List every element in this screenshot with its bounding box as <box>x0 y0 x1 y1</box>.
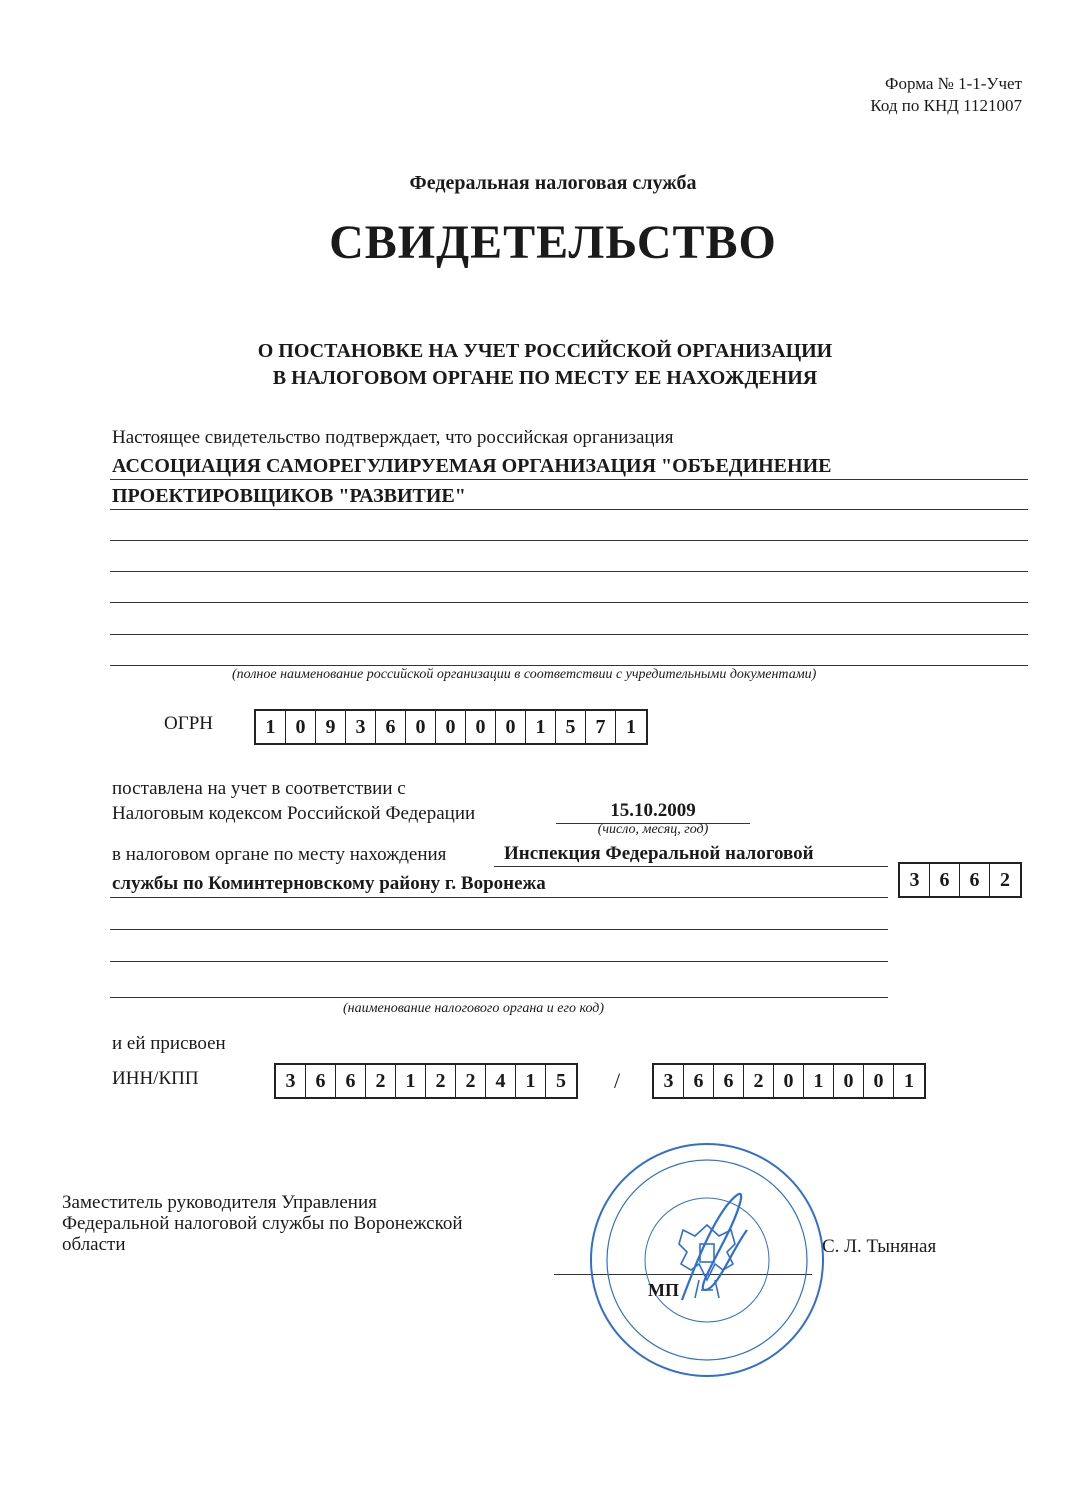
registration-line-2: Налоговым кодексом Российской Федерации <box>112 803 476 824</box>
digit-box: 1 <box>526 711 556 743</box>
inn-boxes <box>274 1063 578 1099</box>
inn-kpp-separator: / <box>614 1068 621 1093</box>
fill-line <box>494 866 888 867</box>
inn-kpp-label: ИНН/КПП <box>112 1068 199 1089</box>
digit-box: 3 <box>900 864 930 896</box>
digit-box: 5 <box>556 1069 566 1092</box>
fill-line <box>110 540 1028 541</box>
subtitle-line-1: О ПОСТАНОВКЕ НА УЧЕТ РОССИЙСКОЙ ОРГАНИЗАЦИИ <box>257 340 833 362</box>
fill-line <box>110 571 1028 572</box>
fill-line <box>110 665 1028 666</box>
digit-box: 0 <box>774 1065 804 1097</box>
registration-line-1: поставлена на учет в соответствии с <box>112 778 406 799</box>
fill-line <box>110 509 1028 510</box>
date-caption: (число, месяц, год) <box>597 822 709 837</box>
digit-box: 6 <box>306 1065 336 1097</box>
fill-line <box>110 961 888 962</box>
digit-box: 1 <box>804 1065 834 1097</box>
digit-box: 3 <box>276 1065 306 1097</box>
authority-caption: (наименование налогового органа и его код) <box>343 1001 605 1016</box>
digit-box: 1 <box>396 1065 426 1097</box>
digit-box: 6 <box>376 711 406 743</box>
service-name: Федеральная налоговая служба <box>409 172 697 194</box>
digit-box: 0 <box>406 711 436 743</box>
subtitle-line-2: В НАЛОГОВОМ ОРГАНЕ ПО МЕСТУ ЕЕ НАХОЖДЕНИЯ <box>272 367 818 389</box>
form-number: Форма № 1-1-Учет <box>885 74 1022 93</box>
stamp-core-ring <box>645 1198 769 1322</box>
digit-box: 4 <box>486 1065 516 1097</box>
official-stamp <box>587 1140 827 1380</box>
signatory-position <box>62 1192 463 1255</box>
fill-line <box>110 602 1028 603</box>
digit-box: 1 <box>904 1069 914 1092</box>
fill-line <box>110 929 888 930</box>
digit-box: 0 <box>834 1065 864 1097</box>
organization-intro: Настоящее свидетельство подтверждает, что российская организация <box>112 427 674 448</box>
digit-box: 2 <box>426 1065 456 1097</box>
document-subtitle <box>0 338 1076 392</box>
digit-box: 6 <box>336 1065 366 1097</box>
digit-box: 3 <box>346 711 376 743</box>
seal-label: МП <box>648 1280 679 1300</box>
authority-prefix: в налоговом органе по месту нахождения <box>112 844 447 865</box>
organization-name-line-2: ПРОЕКТИРОВЩИКОВ "РАЗВИТИЕ" <box>112 485 466 507</box>
digit-box: 6 <box>960 864 990 896</box>
digit-box: 0 <box>496 711 526 743</box>
authority-code-boxes <box>898 862 1022 898</box>
signatory-name: С. Л. Тыняная <box>822 1236 937 1257</box>
digit-box: 2 <box>366 1065 396 1097</box>
kpp-boxes <box>652 1063 926 1099</box>
fill-line <box>110 479 1028 480</box>
digit-box: 2 <box>1000 868 1010 891</box>
digit-box: 0 <box>286 711 316 743</box>
digit-box: 1 <box>256 711 286 743</box>
ogrn-label: ОГРН <box>164 713 213 734</box>
organization-caption: (полное наименование российской организации в соответствии с учредительными документами) <box>232 667 817 682</box>
authority-name-line-2: службы по Коминтерновскому району г. Воронежа <box>112 873 546 894</box>
digit-box: 3 <box>654 1065 684 1097</box>
digit-box: 0 <box>436 711 466 743</box>
position-line-3: области <box>62 1234 126 1255</box>
ogrn-boxes <box>254 709 648 745</box>
knd-code: Код по КНД 1121007 <box>870 96 1022 115</box>
registration-date: 15.10.2009 <box>610 800 696 821</box>
fill-line <box>110 634 1028 635</box>
organization-name-line-1: АССОЦИАЦИЯ САМОРЕГУЛИРУЕМАЯ ОРГАНИЗАЦИЯ "ОБЪЕДИНЕНИЕ <box>112 455 832 477</box>
digit-box: 1 <box>626 715 636 738</box>
stamp-inner-ring <box>607 1160 807 1360</box>
position-line-1: Заместитель руководителя Управления <box>62 1192 377 1213</box>
assigned-label: и ей присвоен <box>112 1033 226 1054</box>
form-info <box>870 73 1022 117</box>
position-line-2: Федеральной налоговой службы по Воронежской <box>62 1213 463 1234</box>
digit-box: 2 <box>744 1065 774 1097</box>
digit-box: 9 <box>316 711 346 743</box>
fill-line <box>110 997 888 998</box>
digit-box: 6 <box>684 1065 714 1097</box>
authority-name-line-1: Инспекция Федеральной налоговой <box>504 843 814 864</box>
digit-box: 0 <box>864 1065 894 1097</box>
digit-box: 6 <box>714 1065 744 1097</box>
digit-box: 1 <box>516 1065 546 1097</box>
digit-box: 2 <box>456 1065 486 1097</box>
digit-box: 0 <box>466 711 496 743</box>
stamp-outer-ring <box>591 1144 823 1376</box>
digit-box: 6 <box>930 864 960 896</box>
digit-box: 5 <box>556 711 586 743</box>
fill-line <box>110 897 888 898</box>
digit-box: 7 <box>586 711 616 743</box>
document-title: СВИДЕТЕЛЬСТВО <box>329 216 777 269</box>
